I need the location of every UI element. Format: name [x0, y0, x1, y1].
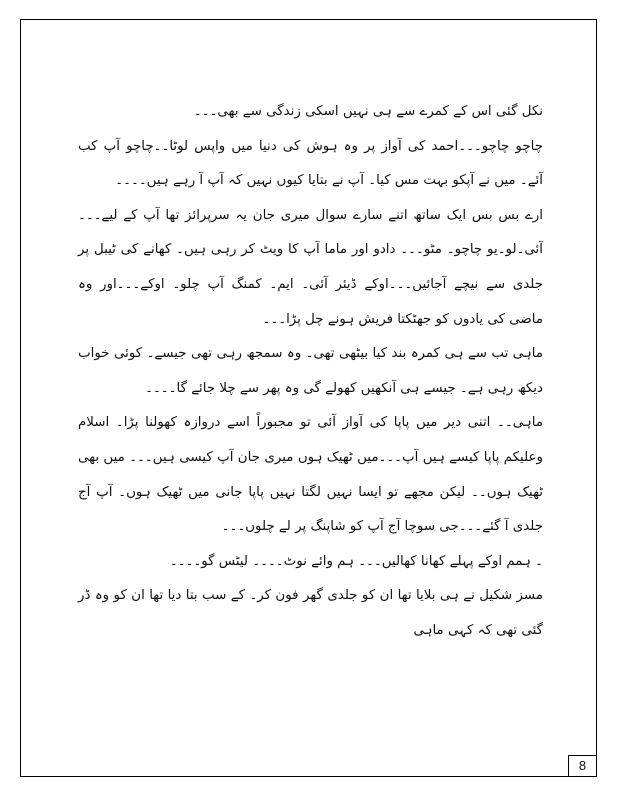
document-body	[78, 95, 543, 649]
paragraph-1: نکل گئی اس کے کمرے سے ہی نہیں اسکی زندگی سے بھی۔۔۔	[193, 104, 543, 119]
page-number: 8	[568, 755, 597, 777]
paragraph-4: ماہی تب سے ہی کمرہ بند کیا بیٹھی تھی۔ وہ سمجھ رہی تھی جیسے۔ کوئی خواب دیکھ رہی ہے۔ جیسے ہی آنکھیں کھولے گی وہ پھر سے چلا جائے گا۔۔۔۔	[78, 346, 543, 396]
paragraph-2: چاچو چاچو۔۔۔احمد کی آواز پر وہ ہوش کی دنیا میں واپس لوٹا۔۔چاچو آپ کب آئے۔ میں نے آپکو بہت مس کیا۔ آپ نے بتایا کیوں نہیں کہ آپ آ رہے ہیں۔۔۔۔	[78, 138, 543, 189]
paragraph-6: ۔ ہمم اوکے پہلے کھانا کھالیں۔۔۔ ہم وائے نوٹ۔۔۔۔ لیٹس گو۔۔۔۔	[169, 553, 543, 569]
paragraph-5: ماہی۔۔ اتنی دیر میں پاپا کی آواز آئی تو مجبوراً اسے دروازہ کھولنا پڑا۔ اسلام وعلیکم پاپا کیسے ہیں آپ۔۔۔میں ٹھیک ہوں میری جان آپ کیسی ہیں۔۔۔ میں بھی ٹھیک ہوں۔۔ لیکن مجھے تو ایسا نہیں لگتا نہیں پاپا جانی میں ٹھیک ہوں۔ آپ آج جلدی آ گئے۔۔۔جی سوچا آج آپ کو شاپنگ پر لے چلوں۔۔۔	[78, 415, 543, 535]
paragraph-3: ارے بس بس ایک ساتھ اتنے سارے سوال میری جان یہ سرپرائز تھا آپ کے لیے۔۔۔آئی۔لو۔یو چاچو۔ مٹو۔۔۔ دادو اور ماما آپ کا ویٹ کر رہی ہیں۔ کھانے کی ٹیبل پر جلدی سے نیچے آجائیں۔۔۔اوکے ڈیئر آئی۔ ایم۔ کمنگ آپ چلو۔ اوکے۔۔۔اور وہ ماضی کی یادوں کو جھٹکتا فریش ہونے چل پڑا۔۔۔	[78, 207, 543, 327]
paragraph-7: مسز شکیل نے ہی بلایا تھا ان کو جلدی گھر فون کر۔ کے سب بتا دیا تھا ان کو وہ ڈر گئی تھی کہ کہی ماہی	[78, 588, 543, 638]
